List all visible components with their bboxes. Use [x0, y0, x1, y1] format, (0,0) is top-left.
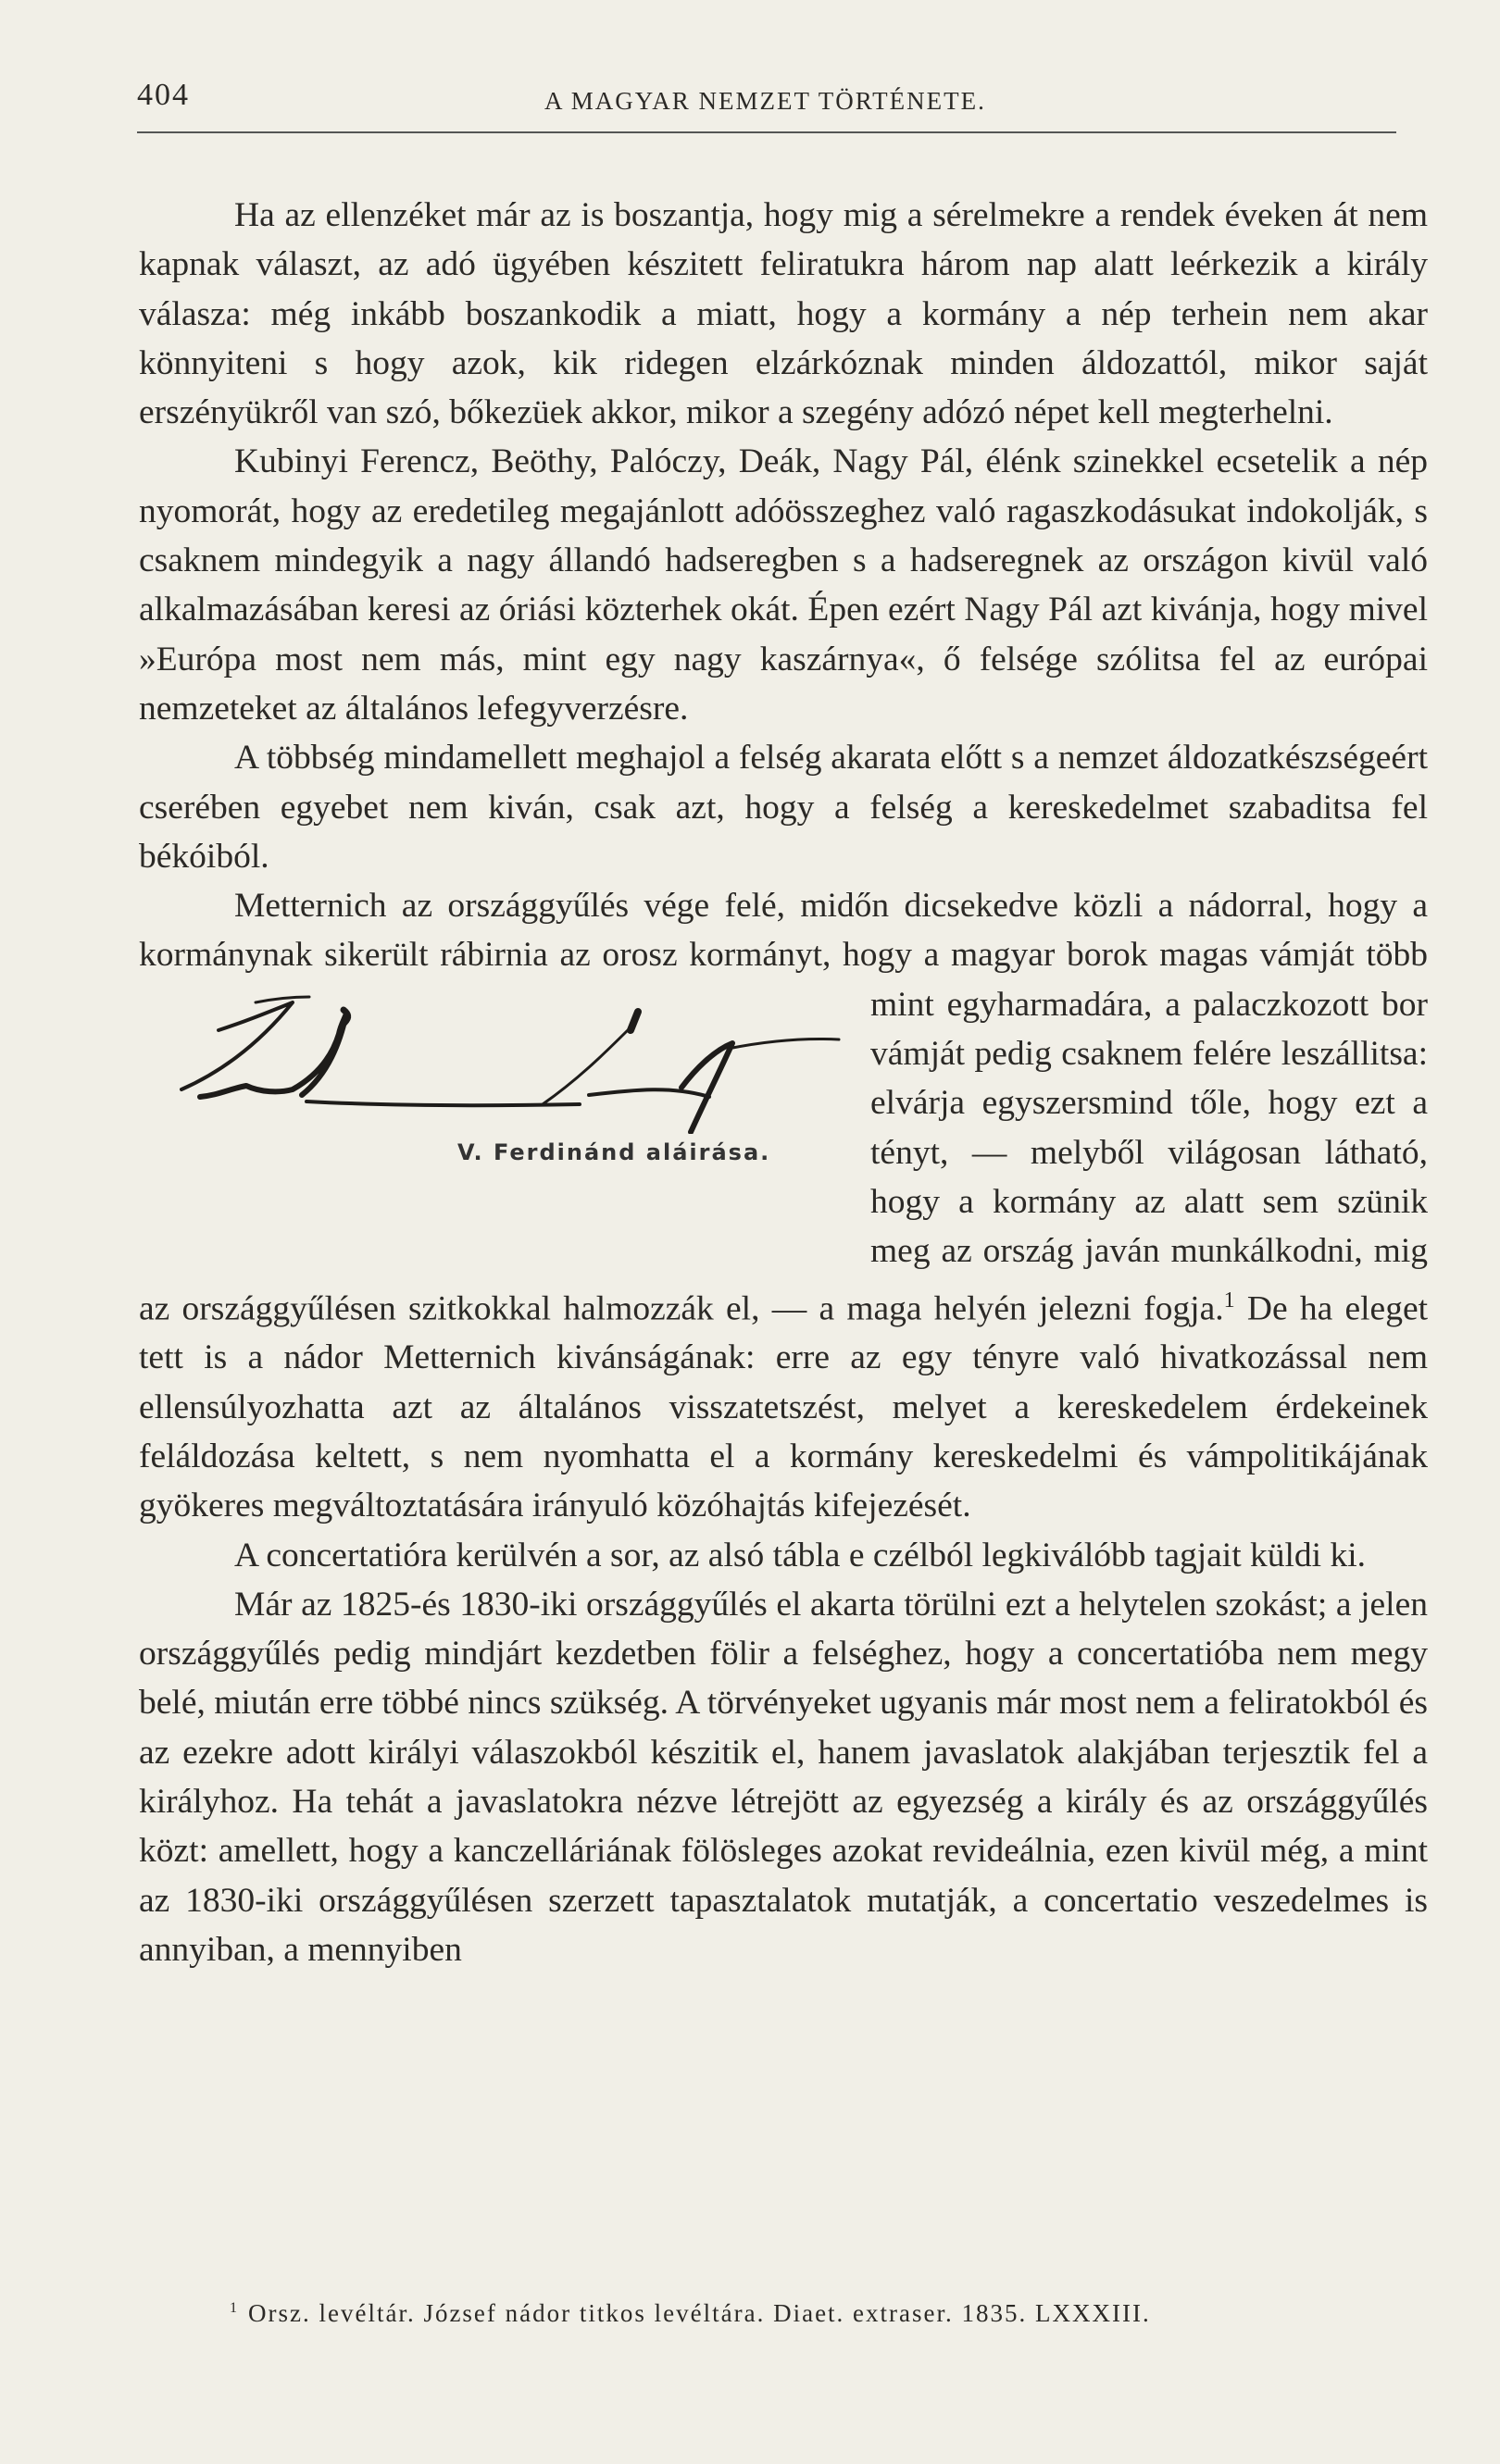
paragraph-concertatio: A concertatióra kerülvén a sor, az alsó tábla e czélból legkiválóbb tagjait küldi ki.: [234, 1536, 1367, 1574]
metternich-text-before: Metternich az országgyűlés vége felé, midőn dicsekedve közli a nádorral, hogy a kormánynak sikerült rábirnia az orosz kormányt, hogy a magyar: [139, 887, 1428, 975]
body-text: [139, 191, 1428, 1974]
paragraph-metternich: [139, 881, 1428, 1530]
paragraph-1: Ha az ellenzéket már az is boszantja, hogy mig a sérelmekre a rendek éveken át nem kapnak választ, az adó ügyében készitett feliratukra három nap alatt leérkezik a király válasza: még inkább boszankodik a miatt, hogy a kormány a nép terhein nem akar könnyiteni s hogy azok, kik ridegen elzárkóznak minden áldozattól, mikor saját erszényükről van szó, bőkezüek akkor, mikor a szegény adózó népet kell megterhelni.: [139, 196, 1428, 432]
footnote-text: Orsz. levéltár. József nádor titkos levéltára. Diaet. extraser. 1835. LXXXIII.: [248, 2299, 1151, 2327]
page-header: [137, 78, 1396, 133]
paragraph-2: Kubinyi Ferencz, Beöthy, Palóczy, Deák, Nagy Pál, élénk szinekkel ecsetelik a nép nyomorát, hogy az eredetileg megajánlott adóösszeghez való ragaszkodásukat indokolják, s csaknem mindegyik a nagy állandó hadseregben s a hadseregnek az országon kivül való alkalmazásában keresi az óriási közterhek okát. Épen ezért Nagy Pál azt kivánja, hogy mivel »Európa most nem más, mint egy nagy kaszárnya«, ő felsége szólitsa fel az európai nemzeteket az általános lefegyverzésre.: [139, 442, 1428, 728]
figure-caption: V. Ferdinánd aláirása.: [457, 1139, 771, 1165]
metternich-text-after-ref: De ha eleget tett is a nádor Metternich kivánságának: erre az egy tényre való hivatkozással nem ellensúlyozhatta azt az általános visszatetszést, melyet a kereskedelem érdekeinek feláldozása keltett, s nem nyomhatta el a kormány kereskedelmi és vámpolitikájának gyökeres megváltoztatására irányuló közóhajtás kifejezését.: [139, 1289, 1429, 1525]
metternich-text-after: borok magas vámját több mint egyharmadára, a palaczkozott bor vámját pedig csaknem felére leszállitsa: elvárja egyszersmind tőle, hogy ezt a tényt, — melyből világosan látható, hogy a kormány az alatt sem szünik meg az ország javán munkálkodni, mig az országgyűlésen szitkokkal halmozzák el, — a maga helyén jelezni fogja.: [139, 936, 1428, 1328]
paragraph-3: A többség mindamellett meghajol a felség akarata előtt s a nemzet áldozatkészségeért cserében egyebet nem kiván, csak azt, hogy a felség a kereskedelmet szabaditsa fel békóiból.: [139, 739, 1428, 876]
footnote-reference[interactable]: 1: [1223, 1288, 1235, 1313]
signature-figure: [135, 980, 854, 1232]
signature-image: [154, 986, 857, 1134]
footnote: [230, 2299, 1151, 2328]
footnote-marker: 1: [230, 2300, 239, 2316]
paragraph-1825: Már az 1825-és 1830-iki országgyűlés el akarta törülni ezt a helytelen szokást; a jelen országgyűlés pedig mindjárt kezdetben fölir a felséghez, hogy a concertatióba nem megy belé, miután erre többé nincs szükség. A törvényeket ugyanis már most nem a feliratokból és az ezekre adott királyi válaszokból készitik el, hanem javaslatok alakjában terjesztik fel a királyhoz. Ha tehát a javaslatokra nézve létrejött az egyezség a király és az országgyűlés közt: amellett, hogy a kanczelláriának fölösleges azokat revideálnia, ezen kivül még, a mint az 1830-iki országgyűlésen szerzett tapasztalatok mutatják, a concertatio veszedelmes is annyiban, a mennyiben: [139, 1585, 1428, 1969]
running-title: A MAGYAR NEMZET TÖRTÉNETE.: [544, 87, 986, 115]
page-number: 404: [137, 78, 190, 112]
